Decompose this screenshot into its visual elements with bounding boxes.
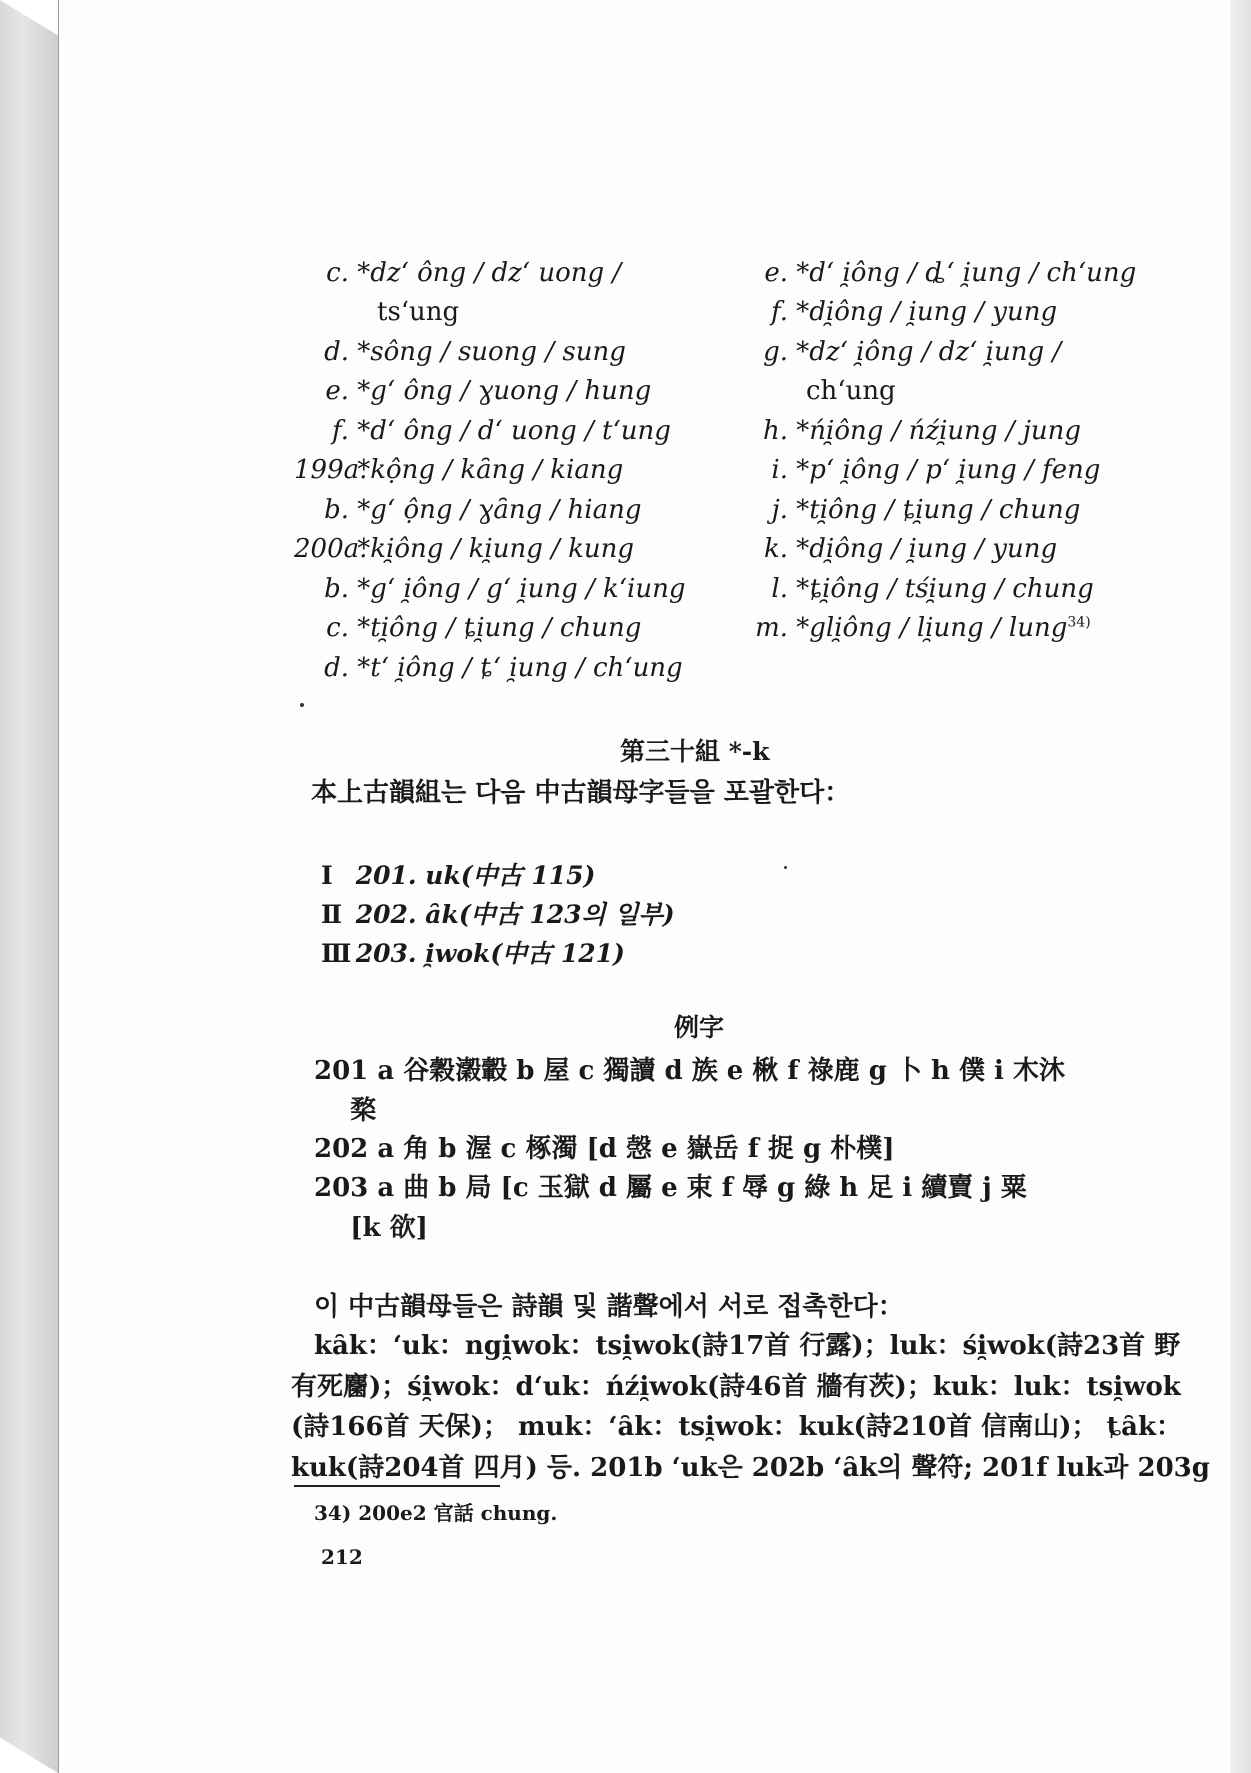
entry-label: c. <box>326 613 349 643</box>
right-entry <box>754 339 1061 365</box>
book-page-edge <box>1229 0 1251 1773</box>
entry-form: *dzʻ i̯ông / dzʻ i̯ung / <box>796 337 1062 367</box>
right-entry <box>754 260 1136 286</box>
left-entry <box>377 299 459 325</box>
left-entry <box>294 378 651 404</box>
entry-label: k. <box>763 534 788 564</box>
left-entry <box>294 260 621 286</box>
entry-form: *di̯ông / i̯ung / yung <box>796 534 1058 564</box>
entry-form: *pʻ i̯ông / pʻ i̯ung / feng <box>796 455 1101 485</box>
right-entry <box>754 457 1100 483</box>
entry-form: *gʻ i̯ông / gʻ i̯ung / kʻiung <box>357 574 686 604</box>
right-entry <box>754 576 1094 602</box>
rhyme-item <box>321 934 625 970</box>
entry-form: tsʻung <box>377 297 460 327</box>
entry-form: *ńi̯ông / ńźi̯ung / jung <box>796 416 1082 446</box>
examples-heading: 例字 <box>674 1013 725 1042</box>
roman-numeral: Ⅰ <box>321 861 333 890</box>
book-spine-edge <box>0 0 58 1773</box>
entry-form: *di̯ông / i̯ung / yung <box>796 297 1058 327</box>
right-entry <box>754 497 1080 523</box>
left-entry <box>294 497 641 523</box>
example-line: 202 a 角 b 渥 c 椓濁 [d 愨 e 嶽岳 f 捉 g 朴樸] <box>314 1134 895 1164</box>
roman-numeral: Ⅲ <box>321 939 352 968</box>
roman-numeral: Ⅱ <box>321 900 343 929</box>
example-line: [k 欲] <box>314 1213 428 1243</box>
contact-line: (詩166首 天保)； muk：ʻȃk：tsi̯wok：kuk(詩210首 信南山)； ȶȃk： <box>291 1412 1183 1442</box>
entry-label: b. <box>324 495 349 525</box>
rhyme-text: 201. uk(中古 115) <box>355 861 596 890</box>
book-page <box>58 0 1230 1773</box>
entry-label: g. <box>763 337 788 367</box>
entry-form: *gʻ ông / ɣuong / hung <box>357 376 652 406</box>
rhyme-item <box>321 895 675 931</box>
right-entry <box>754 615 1091 641</box>
entry-form: *tʻ i̯ông / ȶʻ i̯ung / chʻung <box>357 653 683 683</box>
entry-form: *kộng / kȃng / kiang <box>357 455 624 485</box>
contact-line: kuk(詩204首 四月) 등. 201b ʻuk은 202b ʻȃk의 聲符; 201f luk과 203g <box>291 1453 1210 1483</box>
contact-line: 有死麕)；śi̯wok：dʻuk：ńźi̯wok(詩46首 牆有茨)；kuk：luk：tsi̯wok <box>291 1372 1181 1402</box>
entry-label: j. <box>771 495 788 525</box>
entry-form: *dzʻ ông / dzʻ uong / <box>357 258 622 288</box>
intro-text: 本上古韻組는 다음 中古韻母字들을 포괄한다： <box>311 778 851 808</box>
entry-label: d. <box>324 653 349 683</box>
rhyme-item <box>321 856 595 892</box>
entry-label: e. <box>325 376 349 406</box>
entry-label: c. <box>326 258 349 288</box>
right-entry <box>806 378 896 404</box>
left-entry <box>294 418 671 444</box>
left-entry <box>294 457 623 483</box>
left-entry <box>294 339 626 365</box>
entry-label: m. <box>755 613 788 643</box>
contact-intro: 이 中古韻母들은 詩韻 및 諧聲에서 서로 접촉한다： <box>314 1292 904 1322</box>
example-line: 201 a 谷穀瀔轂 b 屋 c 獨讀 d 族 e 楸 f 祿鹿 g 卜 h 僕 i 木沐 <box>314 1056 1065 1086</box>
rhyme-text: 202. ȃk(中古 123의 일부) <box>355 900 675 929</box>
entry-form: *sông / suong / sung <box>357 337 626 367</box>
entry-label: b. <box>324 574 349 604</box>
right-entry <box>754 299 1057 325</box>
stray-dot <box>300 703 304 707</box>
example-line: 203 a 曲 b 局 [c 玉獄 d 屬 e 束 f 辱 g 綠 h 足 i 續賣 j 粟 <box>314 1173 1027 1203</box>
entry-label: d. <box>324 337 349 367</box>
entry-label: 200a. <box>294 534 368 564</box>
left-entry <box>294 576 685 602</box>
rhyme-text: 203. i̯wok(中古 121) <box>355 939 625 968</box>
contact-line: kȃk：ʻuk：ngi̯wok：tsi̯wok(詩17首 行露)；luk：śi̯wok(詩23首 野 <box>314 1331 1181 1361</box>
page-number: 212 <box>321 1545 363 1569</box>
entry-form: *ȶi̯ông / tśi̯ung / chung <box>796 574 1094 604</box>
footnote-rule <box>294 1485 500 1487</box>
left-entry <box>294 655 683 681</box>
entry-label: f. <box>771 297 788 327</box>
footnote-ref: 34) <box>1067 614 1091 631</box>
example-line: 楘 <box>314 1096 377 1126</box>
entry-form: *dʻ ông / dʻ uong / tʻung <box>357 416 671 446</box>
stray-dot <box>784 866 787 869</box>
entry-label: l. <box>771 574 788 604</box>
entry-form: *ki̯ông / ki̯ung / kung <box>357 534 635 564</box>
entry-label: i. <box>771 455 788 485</box>
entry-label: f. <box>332 416 349 446</box>
entry-form: *ti̯ông / ȶi̯ung / chung <box>357 613 642 643</box>
entry-label: 199a. <box>294 455 368 485</box>
entry-label: e. <box>764 258 788 288</box>
entry-form: *gʻ ộng / ɣȃng / hiang <box>357 495 642 525</box>
entry-label: h. <box>762 416 788 446</box>
right-entry <box>754 536 1057 562</box>
right-entry <box>754 418 1081 444</box>
entry-form: *ti̯ông / ȶi̯ung / chung <box>796 495 1081 525</box>
entry-form: *gli̯ông / li̯ung / lung <box>796 613 1068 643</box>
footnote: 34) 200e2 官話 chung. <box>314 1501 558 1525</box>
entry-form: *dʻ i̯ông / ȡʻ i̯ung / chʻung <box>796 258 1137 288</box>
entry-form: chʻung <box>806 376 896 406</box>
left-entry <box>294 615 641 641</box>
left-entry <box>294 536 634 562</box>
group-title: 第三十組 *-k <box>620 737 770 766</box>
